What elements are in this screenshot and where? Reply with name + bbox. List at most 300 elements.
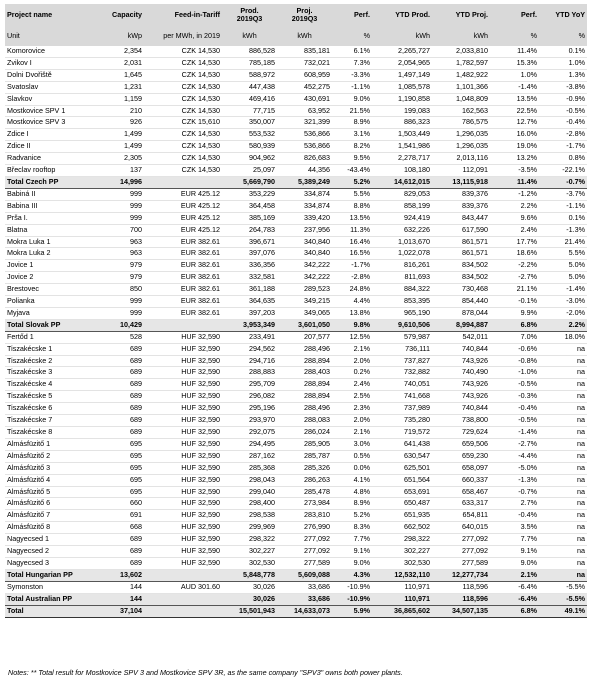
- cell-prod: 298,322: [222, 534, 277, 546]
- cell-perf2: 16.0%: [490, 129, 539, 141]
- cell-perf2: -2.2%: [490, 260, 539, 272]
- cell-prod: 294,562: [222, 343, 277, 355]
- cell-ytd-proj: 659,230: [432, 450, 490, 462]
- cell-ytd-prod: 1,503,449: [372, 129, 432, 141]
- cell-perf2: 2.4%: [490, 224, 539, 236]
- cell-perf: 5.5%: [332, 188, 372, 200]
- table-row: [5, 569, 587, 581]
- cell-ytd-proj: 658,467: [432, 486, 490, 498]
- cell-perf: 3.0%: [332, 438, 372, 450]
- table-row: [5, 236, 587, 248]
- cell-capacity: 1,499: [101, 129, 144, 141]
- cell-ytd-yoy: 0.8%: [539, 153, 587, 165]
- cell-ytd-prod: 816,261: [372, 260, 432, 272]
- cell-perf2: -1.4%: [490, 81, 539, 93]
- table-row: [5, 486, 587, 498]
- cell-capacity: 999: [101, 296, 144, 308]
- cell-ytd-prod: 662,502: [372, 522, 432, 534]
- cell-prod: 396,671: [222, 236, 277, 248]
- table-row: [5, 343, 587, 355]
- cell-capacity: 1,645: [101, 69, 144, 81]
- cell-capacity: 691: [101, 510, 144, 522]
- cell-perf2: -5.0%: [490, 462, 539, 474]
- cell-ytd-prod: 14,612,015: [372, 176, 432, 188]
- table-row: [5, 331, 587, 343]
- cell-project: Total Slovak PP: [5, 319, 101, 331]
- production-table: [5, 4, 587, 618]
- cell-ytd-proj: 633,317: [432, 498, 490, 510]
- table-row: [5, 153, 587, 165]
- cell-ytd-proj: 738,800: [432, 415, 490, 427]
- cell-ytd-proj: 162,563: [432, 105, 490, 117]
- cell-ytd-proj: 34,507,135: [432, 605, 490, 617]
- cell-prod: 293,970: [222, 415, 277, 427]
- cell-fit: EUR 425.12: [144, 188, 222, 200]
- unit-row: [5, 25, 587, 46]
- cell-project: Zvikov I: [5, 57, 101, 69]
- cell-proj: 536,866: [277, 129, 332, 141]
- cell-prod: 285,368: [222, 462, 277, 474]
- cell-ytd-prod: 110,971: [372, 581, 432, 593]
- cell-prod: 397,076: [222, 248, 277, 260]
- cell-ytd-yoy: na: [539, 522, 587, 534]
- table-row: [5, 355, 587, 367]
- cell-perf2: 9.6%: [490, 212, 539, 224]
- cell-capacity: 700: [101, 224, 144, 236]
- header-proj: Proj. 2019Q3: [277, 4, 332, 25]
- cell-capacity: 695: [101, 450, 144, 462]
- cell-capacity: 144: [101, 581, 144, 593]
- cell-ytd-proj: 861,571: [432, 248, 490, 260]
- cell-proj: 14,633,073: [277, 605, 332, 617]
- cell-perf: 2.5%: [332, 391, 372, 403]
- cell-project: Almásfüzitő 2: [5, 450, 101, 462]
- cell-ytd-yoy: na: [539, 462, 587, 474]
- cell-ytd-yoy: 1.0%: [539, 57, 587, 69]
- cell-ytd-prod: 1,541,986: [372, 141, 432, 153]
- cell-ytd-prod: 965,190: [372, 307, 432, 319]
- cell-ytd-proj: 118,596: [432, 581, 490, 593]
- cell-project: Svatoslav: [5, 81, 101, 93]
- cell-perf: 3.1%: [332, 129, 372, 141]
- cell-project: Jovice 1: [5, 260, 101, 272]
- cell-project: Tiszakécske 3: [5, 367, 101, 379]
- cell-perf2: -4.4%: [490, 450, 539, 462]
- cell-project: Dolni Dvořiště: [5, 69, 101, 81]
- cell-perf: 7.7%: [332, 534, 372, 546]
- cell-ytd-proj: 2,033,810: [432, 46, 490, 57]
- cell-ytd-yoy: -5.5%: [539, 581, 587, 593]
- cell-capacity: 689: [101, 355, 144, 367]
- cell-capacity: 14,996: [101, 176, 144, 188]
- cell-proj: 276,990: [277, 522, 332, 534]
- cell-perf2: -2.7%: [490, 272, 539, 284]
- cell-capacity: 689: [101, 415, 144, 427]
- unit-perf2: %: [490, 25, 539, 46]
- cell-perf: 9.8%: [332, 319, 372, 331]
- cell-proj: 349,065: [277, 307, 332, 319]
- cell-fit: HUF 32,590: [144, 427, 222, 439]
- cell-ytd-prod: 2,278,717: [372, 153, 432, 165]
- cell-ytd-yoy: -5.5%: [539, 593, 587, 605]
- cell-perf2: 9.9%: [490, 307, 539, 319]
- cell-perf: -10.9%: [332, 593, 372, 605]
- cell-fit: [144, 569, 222, 581]
- cell-ytd-yoy: -0.5%: [539, 105, 587, 117]
- cell-ytd-proj: 659,506: [432, 438, 490, 450]
- cell-project: Babiná II: [5, 188, 101, 200]
- cell-project: Komorovice: [5, 46, 101, 57]
- cell-perf: 5.9%: [332, 605, 372, 617]
- cell-fit: EUR 382.61: [144, 248, 222, 260]
- cell-ytd-yoy: na: [539, 355, 587, 367]
- cell-ytd-yoy: 1.3%: [539, 69, 587, 81]
- cell-ytd-prod: 1,190,858: [372, 93, 432, 105]
- table-row: [5, 391, 587, 403]
- table-row: [5, 296, 587, 308]
- cell-perf2: -0.6%: [490, 343, 539, 355]
- cell-capacity: 999: [101, 188, 144, 200]
- cell-proj: 288,083: [277, 415, 332, 427]
- cell-ytd-yoy: na: [539, 403, 587, 415]
- cell-project: Nagyecsed 3: [5, 557, 101, 569]
- cell-ytd-prod: 641,438: [372, 438, 432, 450]
- cell-perf2: -0.5%: [490, 379, 539, 391]
- cell-perf2: 17.7%: [490, 236, 539, 248]
- cell-ytd-prod: 108,180: [372, 165, 432, 177]
- cell-perf2: -0.7%: [490, 486, 539, 498]
- cell-capacity: 926: [101, 117, 144, 129]
- cell-ytd-proj: 658,097: [432, 462, 490, 474]
- cell-capacity: 13,602: [101, 569, 144, 581]
- cell-perf: 7.3%: [332, 57, 372, 69]
- cell-ytd-proj: 277,589: [432, 557, 490, 569]
- cell-ytd-yoy: na: [539, 557, 587, 569]
- cell-capacity: 689: [101, 546, 144, 558]
- cell-capacity: 999: [101, 212, 144, 224]
- cell-prod: 588,972: [222, 69, 277, 81]
- cell-ytd-yoy: na: [539, 498, 587, 510]
- cell-proj: 286,263: [277, 474, 332, 486]
- cell-prod: 302,530: [222, 557, 277, 569]
- cell-perf2: -0.1%: [490, 296, 539, 308]
- cell-perf2: 9.0%: [490, 557, 539, 569]
- cell-perf: 9.0%: [332, 93, 372, 105]
- cell-fit: HUF 32,590: [144, 510, 222, 522]
- cell-ytd-yoy: na: [539, 450, 587, 462]
- cell-perf2: 2.1%: [490, 569, 539, 581]
- cell-project: Almásfüzitő 6: [5, 498, 101, 510]
- cell-prod: 292,075: [222, 427, 277, 439]
- cell-ytd-proj: 740,844: [432, 403, 490, 415]
- cell-ytd-proj: 1,782,597: [432, 57, 490, 69]
- table-row: [5, 427, 587, 439]
- cell-proj: 33,686: [277, 593, 332, 605]
- cell-ytd-proj: 277,092: [432, 534, 490, 546]
- cell-capacity: 668: [101, 522, 144, 534]
- cell-prod: 25,097: [222, 165, 277, 177]
- cell-proj: 273,984: [277, 498, 332, 510]
- cell-perf: 9.1%: [332, 546, 372, 558]
- cell-ytd-prod: 735,280: [372, 415, 432, 427]
- table-row: [5, 200, 587, 212]
- cell-ytd-yoy: 5.0%: [539, 260, 587, 272]
- cell-project: Tiszakécske 5: [5, 391, 101, 403]
- cell-proj: 33,686: [277, 581, 332, 593]
- cell-capacity: 695: [101, 462, 144, 474]
- cell-ytd-yoy: 0.1%: [539, 46, 587, 57]
- cell-perf: 9.0%: [332, 557, 372, 569]
- cell-perf2: 12.7%: [490, 117, 539, 129]
- cell-fit: CZK 14,530: [144, 46, 222, 57]
- cell-prod: 299,969: [222, 522, 277, 534]
- cell-fit: HUF 32,590: [144, 438, 222, 450]
- cell-fit: HUF 32,590: [144, 486, 222, 498]
- unit-project: Unit: [5, 25, 101, 46]
- cell-perf2: 9.1%: [490, 546, 539, 558]
- cell-ytd-yoy: -3.7%: [539, 188, 587, 200]
- cell-prod: 302,227: [222, 546, 277, 558]
- cell-ytd-prod: 737,827: [372, 355, 432, 367]
- cell-ytd-yoy: na: [539, 510, 587, 522]
- cell-perf: 4.3%: [332, 569, 372, 581]
- cell-fit: CZK 15,610: [144, 117, 222, 129]
- cell-fit: EUR 425.12: [144, 200, 222, 212]
- cell-ytd-yoy: -3.0%: [539, 296, 587, 308]
- cell-ytd-prod: 625,501: [372, 462, 432, 474]
- cell-fit: HUF 32,590: [144, 557, 222, 569]
- cell-perf: 21.5%: [332, 105, 372, 117]
- cell-perf: 4.4%: [332, 296, 372, 308]
- cell-perf: 11.3%: [332, 224, 372, 236]
- table-row: [5, 272, 587, 284]
- cell-capacity: 689: [101, 379, 144, 391]
- cell-fit: EUR 425.12: [144, 224, 222, 236]
- cell-ytd-yoy: -1.1%: [539, 200, 587, 212]
- cell-prod: 298,538: [222, 510, 277, 522]
- cell-ytd-proj: 740,490: [432, 367, 490, 379]
- cell-prod: 397,203: [222, 307, 277, 319]
- cell-ytd-yoy: -3.8%: [539, 81, 587, 93]
- cell-prod: 299,040: [222, 486, 277, 498]
- table-row: [5, 379, 587, 391]
- cell-fit: CZK 14,530: [144, 93, 222, 105]
- cell-proj: 288,894: [277, 355, 332, 367]
- cell-ytd-yoy: 5.0%: [539, 272, 587, 284]
- table-row: [5, 462, 587, 474]
- cell-fit: HUF 32,590: [144, 546, 222, 558]
- cell-capacity: 963: [101, 248, 144, 260]
- cell-ytd-proj: 878,044: [432, 307, 490, 319]
- cell-perf: -2.8%: [332, 272, 372, 284]
- cell-prod: 233,491: [222, 331, 277, 343]
- cell-ytd-proj: 834,502: [432, 272, 490, 284]
- cell-perf2: 7.0%: [490, 331, 539, 343]
- cell-perf: 13.5%: [332, 212, 372, 224]
- cell-proj: 340,840: [277, 236, 332, 248]
- cell-fit: [144, 319, 222, 331]
- cell-prod: 332,581: [222, 272, 277, 284]
- cell-project: Mostkovice SPV 3: [5, 117, 101, 129]
- cell-prod: 469,416: [222, 93, 277, 105]
- cell-ytd-yoy: na: [539, 427, 587, 439]
- cell-capacity: 528: [101, 331, 144, 343]
- cell-fit: CZK 14,530: [144, 57, 222, 69]
- cell-perf2: -3.5%: [490, 165, 539, 177]
- header-ytd-yoy: YTD YoY: [539, 4, 587, 25]
- cell-proj: 340,840: [277, 248, 332, 260]
- header-perf: Perf.: [332, 4, 372, 25]
- cell-proj: 3,601,050: [277, 319, 332, 331]
- cell-ytd-proj: 743,926: [432, 379, 490, 391]
- cell-perf2: 18.6%: [490, 248, 539, 260]
- cell-capacity: 1,231: [101, 81, 144, 93]
- cell-perf2: -1.0%: [490, 367, 539, 379]
- cell-proj: 288,496: [277, 403, 332, 415]
- cell-perf2: -1.4%: [490, 427, 539, 439]
- cell-proj: 285,787: [277, 450, 332, 462]
- cell-perf2: 11.4%: [490, 176, 539, 188]
- cell-ytd-prod: 737,989: [372, 403, 432, 415]
- cell-perf: 8.2%: [332, 141, 372, 153]
- cell-ytd-yoy: 18.0%: [539, 331, 587, 343]
- cell-project: Prša I.: [5, 212, 101, 224]
- cell-ytd-yoy: -2.0%: [539, 307, 587, 319]
- unit-ytd-prod: kWh: [372, 25, 432, 46]
- cell-project: Tiszakécske 4: [5, 379, 101, 391]
- cell-ytd-prod: 12,532,110: [372, 569, 432, 581]
- unit-proj: kWh: [277, 25, 332, 46]
- table-row: [5, 438, 587, 450]
- table-row: [5, 248, 587, 260]
- cell-project: Symonston: [5, 581, 101, 593]
- table-row: [5, 260, 587, 272]
- cell-fit: HUF 32,590: [144, 355, 222, 367]
- cell-ytd-proj: 729,624: [432, 427, 490, 439]
- cell-ytd-prod: 719,572: [372, 427, 432, 439]
- cell-proj: 63,952: [277, 105, 332, 117]
- cell-perf: 6.1%: [332, 46, 372, 57]
- cell-ytd-prod: 651,935: [372, 510, 432, 522]
- cell-prod: 364,635: [222, 296, 277, 308]
- cell-ytd-yoy: -0.4%: [539, 117, 587, 129]
- cell-project: Blatna: [5, 224, 101, 236]
- cell-capacity: 689: [101, 391, 144, 403]
- cell-ytd-proj: 654,811: [432, 510, 490, 522]
- cell-proj: 285,326: [277, 462, 332, 474]
- cell-ytd-prod: 829,053: [372, 188, 432, 200]
- cell-project: Brestovec: [5, 284, 101, 296]
- table-row: [5, 510, 587, 522]
- cell-ytd-prod: 650,487: [372, 498, 432, 510]
- table-row: [5, 522, 587, 534]
- cell-fit: [144, 176, 222, 188]
- cell-ytd-proj: 861,571: [432, 236, 490, 248]
- cell-perf2: 21.1%: [490, 284, 539, 296]
- cell-prod: 264,783: [222, 224, 277, 236]
- cell-project: Total Hungarian PP: [5, 569, 101, 581]
- cell-perf2: 22.5%: [490, 105, 539, 117]
- cell-ytd-prod: 1,013,670: [372, 236, 432, 248]
- cell-proj: 289,523: [277, 284, 332, 296]
- cell-proj: 288,403: [277, 367, 332, 379]
- cell-ytd-proj: 854,440: [432, 296, 490, 308]
- cell-project: Total Czech PP: [5, 176, 101, 188]
- cell-prod: 350,007: [222, 117, 277, 129]
- cell-ytd-proj: 839,376: [432, 188, 490, 200]
- cell-ytd-yoy: na: [539, 569, 587, 581]
- cell-project: Jovice 2: [5, 272, 101, 284]
- cell-project: Myjava: [5, 307, 101, 319]
- cell-capacity: 2,305: [101, 153, 144, 165]
- cell-ytd-yoy: na: [539, 391, 587, 403]
- cell-capacity: 695: [101, 438, 144, 450]
- cell-ytd-yoy: na: [539, 546, 587, 558]
- cell-ytd-proj: 118,596: [432, 593, 490, 605]
- cell-fit: EUR 382.61: [144, 296, 222, 308]
- cell-perf: 4.8%: [332, 486, 372, 498]
- cell-prod: 5,848,778: [222, 569, 277, 581]
- header-project: Project name: [5, 4, 101, 25]
- cell-proj: 288,496: [277, 343, 332, 355]
- cell-prod: 30,026: [222, 593, 277, 605]
- cell-fit: HUF 32,590: [144, 367, 222, 379]
- cell-perf2: -6.4%: [490, 581, 539, 593]
- cell-capacity: 660: [101, 498, 144, 510]
- cell-perf2: -0.4%: [490, 510, 539, 522]
- cell-ytd-yoy: na: [539, 343, 587, 355]
- cell-ytd-yoy: na: [539, 367, 587, 379]
- cell-ytd-prod: 741,668: [372, 391, 432, 403]
- cell-perf: -1.7%: [332, 260, 372, 272]
- cell-project: Total Australian PP: [5, 593, 101, 605]
- cell-perf2: 3.5%: [490, 522, 539, 534]
- table-row: [5, 69, 587, 81]
- cell-perf2: 15.3%: [490, 57, 539, 69]
- cell-capacity: 2,354: [101, 46, 144, 57]
- cell-ytd-prod: 1,497,149: [372, 69, 432, 81]
- cell-project: Almásfüzitő 4: [5, 474, 101, 486]
- cell-prod: 553,532: [222, 129, 277, 141]
- cell-proj: 342,222: [277, 260, 332, 272]
- cell-perf2: -0.8%: [490, 355, 539, 367]
- cell-ytd-proj: 660,337: [432, 474, 490, 486]
- table-row: [5, 498, 587, 510]
- cell-proj: 285,905: [277, 438, 332, 450]
- cell-capacity: 689: [101, 343, 144, 355]
- cell-proj: 339,420: [277, 212, 332, 224]
- cell-proj: 277,589: [277, 557, 332, 569]
- cell-perf: 2.3%: [332, 403, 372, 415]
- cell-proj: 430,691: [277, 93, 332, 105]
- cell-ytd-prod: 579,987: [372, 331, 432, 343]
- cell-ytd-prod: 651,564: [372, 474, 432, 486]
- table-row: [5, 319, 587, 331]
- header-perf2: Perf.: [490, 4, 539, 25]
- cell-fit: AUD 301.60: [144, 581, 222, 593]
- cell-proj: 608,959: [277, 69, 332, 81]
- cell-ytd-yoy: na: [539, 438, 587, 450]
- cell-perf: -1.1%: [332, 81, 372, 93]
- cell-proj: 237,956: [277, 224, 332, 236]
- cell-perf: 13.8%: [332, 307, 372, 319]
- cell-project: Radvanice: [5, 153, 101, 165]
- table-row: [5, 105, 587, 117]
- table-row: [5, 534, 587, 546]
- header-ytd-prod: YTD Prod.: [372, 4, 432, 25]
- cell-proj: 835,181: [277, 46, 332, 57]
- cell-project: Almásfüzitő 3: [5, 462, 101, 474]
